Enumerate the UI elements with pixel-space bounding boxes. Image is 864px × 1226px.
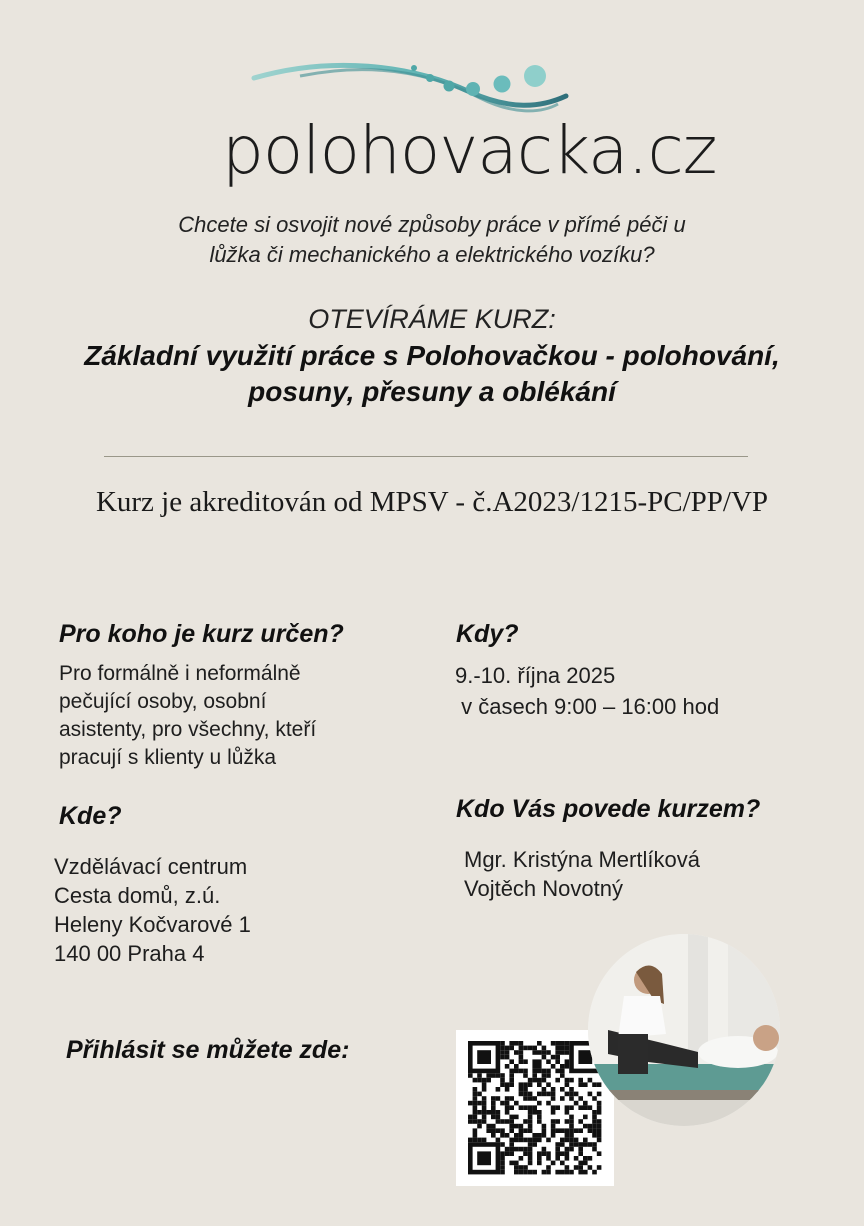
when-time: v časech 9:00 – 16:00 hod	[455, 694, 720, 719]
course-photo	[588, 934, 780, 1126]
course-title	[30, 338, 834, 410]
where-line: 140 00 Praha 4	[54, 941, 205, 966]
who-line: pečující osoby, osobní	[59, 690, 267, 713]
where-line: Vzdělávací centrum	[54, 854, 248, 879]
lecturer-name: Vojtěch Novotný	[464, 876, 623, 901]
therapist-patient-photo	[588, 934, 780, 1126]
qr-finder-pattern	[468, 1041, 500, 1073]
intro-line: Chcete si osvojit nové způsoby práce v přímé péči u	[178, 212, 686, 237]
lecturers-body	[464, 845, 784, 903]
course-title-line: posuny, přesuny a oblékání	[248, 376, 616, 407]
who-line: pracují s klienty u lůžka	[59, 746, 277, 769]
lecturer-name: Mgr. Kristýna Mertlíková	[464, 847, 700, 872]
brand-wordmark: polohovacka.cz	[222, 112, 717, 189]
intro-question	[100, 210, 764, 270]
logo	[0, 50, 864, 190]
where-line: Heleny Kočvarové 1	[54, 912, 251, 937]
when-body	[455, 660, 785, 722]
divider	[104, 456, 748, 457]
who-body	[59, 660, 379, 772]
course-open-label: OTEVÍRÁME KURZ:	[308, 304, 556, 334]
where-body	[54, 852, 354, 968]
lecturers-heading: Kdo Vás povede kurzem?	[456, 795, 761, 823]
qr-finder-pattern	[468, 1142, 500, 1174]
course-title-line: Základní využití práce s Polohovačkou - polohování,	[84, 340, 780, 371]
when-heading: Kdy?	[456, 620, 519, 648]
where-line: Cesta domů, z.ú.	[54, 883, 221, 908]
where-heading: Kde?	[59, 802, 122, 830]
intro-line: lůžka či mechanického a elektrického vozíku?	[209, 242, 655, 267]
who-line: Pro formálně i neformálně	[59, 662, 301, 685]
signup-label: Přihlásit se můžete zde:	[66, 1036, 350, 1064]
accreditation-note: Kurz je akreditován od MPSV - č.A2023/1215-PC/PP/VP	[95, 486, 769, 518]
when-date: 9.-10. října 2025	[455, 663, 616, 688]
who-line: asistenty, pro všechny, kteří	[59, 718, 317, 741]
who-heading: Pro koho je kurz určen?	[59, 620, 344, 648]
